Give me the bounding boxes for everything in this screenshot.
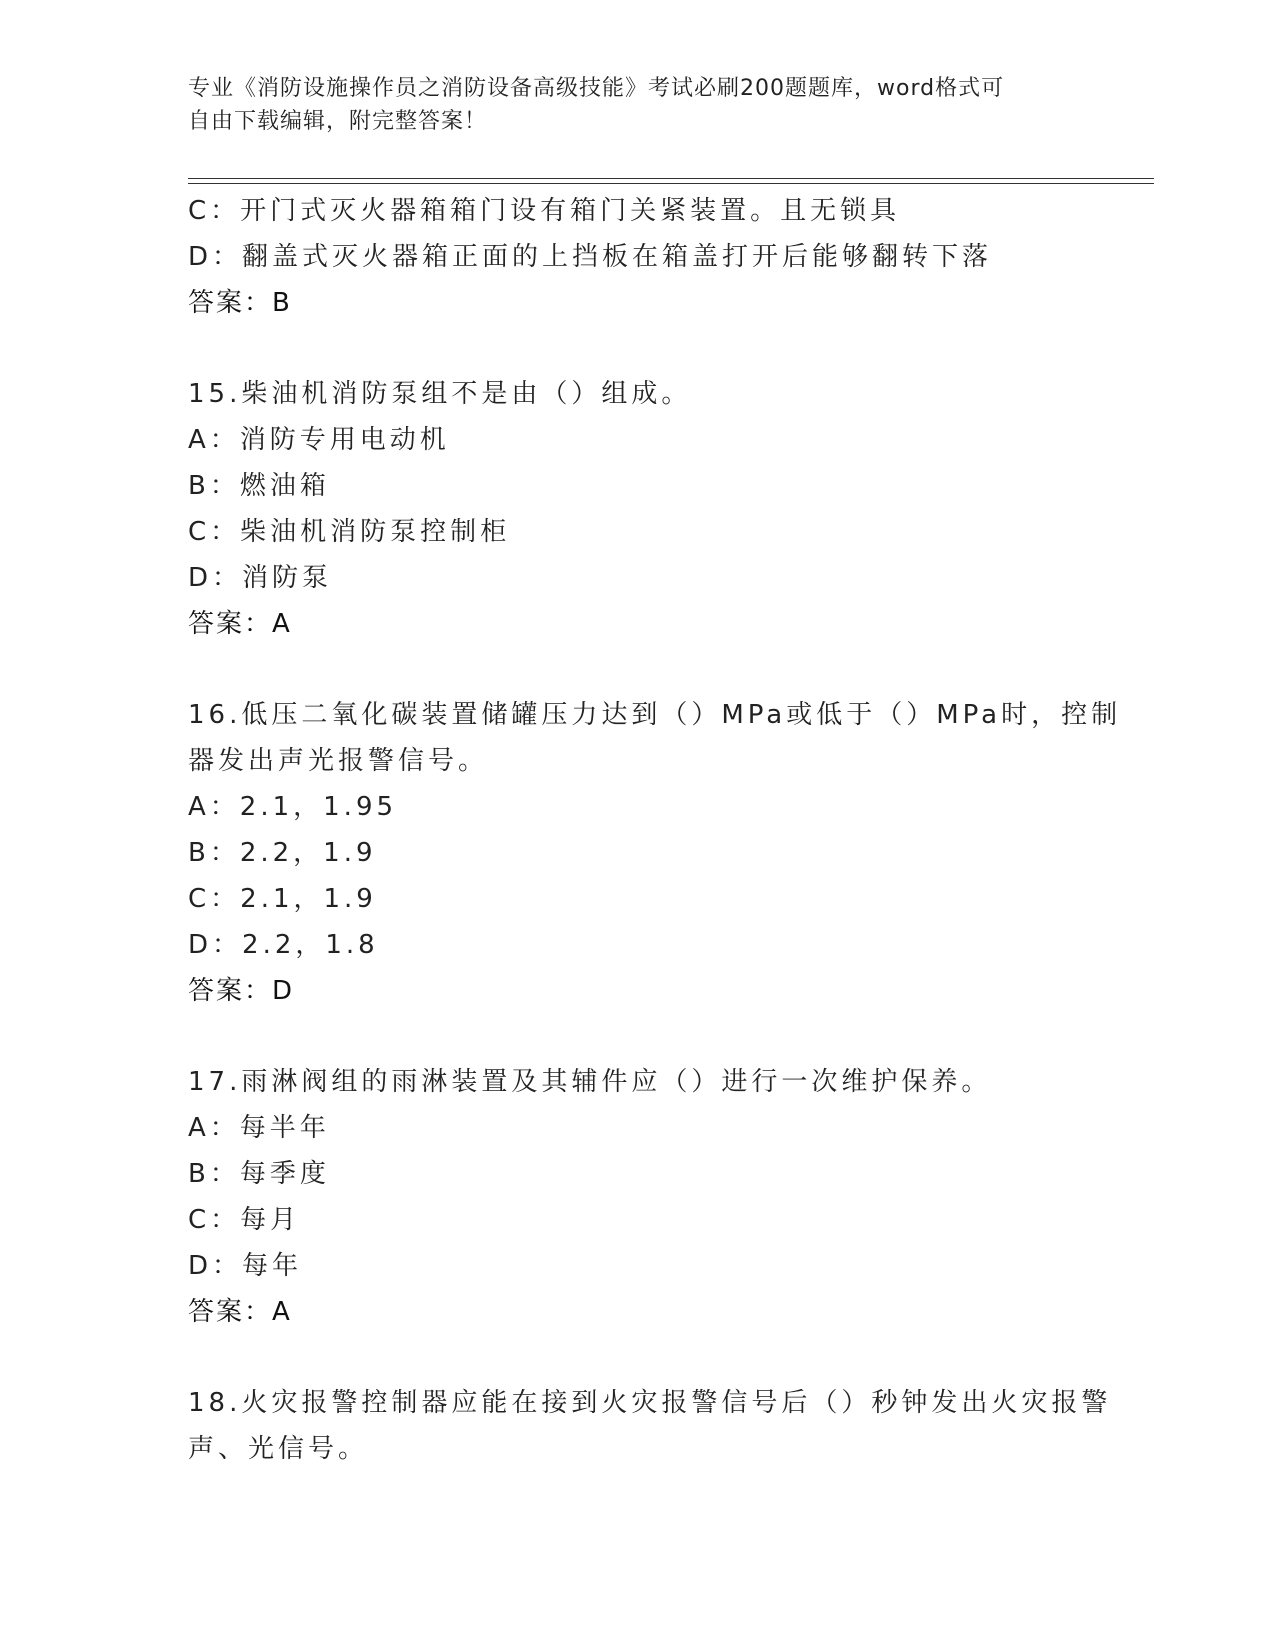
question-stem: 16.低压二氧化碳装置储罐压力达到（）MPa或低于（）MPa时，控制 bbox=[188, 700, 1122, 730]
question-stem: 17.雨淋阀组的雨淋装置及其辅件应（）进行一次维护保养。 bbox=[188, 1067, 992, 1097]
option-d: D：翻盖式灭火器箱正面的上挡板在箱盖打开后能够翻转下落 bbox=[188, 242, 993, 272]
option-b: B：燃油箱 bbox=[188, 471, 330, 501]
answer: 答案：B bbox=[188, 288, 292, 318]
spacer bbox=[188, 1335, 1088, 1380]
option-d: D：2.2，1.8 bbox=[188, 930, 379, 960]
option-d: D：消防泵 bbox=[188, 563, 333, 593]
question-stem-continued: 声、光信号。 bbox=[188, 1434, 369, 1464]
question-stem-continued: 器发出声光报警信号。 bbox=[188, 746, 489, 776]
spacer bbox=[188, 1014, 1088, 1059]
option-c: C：2.1，1.9 bbox=[188, 884, 377, 914]
question-17 bbox=[188, 1059, 1088, 1335]
option-c: C：开门式灭火器箱箱门设有箱门关紧装置。且无锁具 bbox=[188, 196, 901, 226]
option-d: D：每年 bbox=[188, 1251, 303, 1281]
answer: 答案：A bbox=[188, 609, 292, 639]
document-header bbox=[188, 72, 1088, 138]
header-line-1: 专业《消防设施操作员之消防设备高级技能》考试必刷200题题库，word格式可 bbox=[188, 76, 1005, 101]
question-18 bbox=[188, 1380, 1112, 1472]
question-stem: 18.火灾报警控制器应能在接到火灾报警信号后（）秒钟发出火灾报警 bbox=[188, 1388, 1112, 1418]
option-a: A：2.1，1.95 bbox=[188, 792, 398, 822]
option-c: C：每月 bbox=[188, 1205, 301, 1235]
option-b: B：2.2，1.9 bbox=[188, 838, 377, 868]
option-c: C：柴油机消防泵控制柜 bbox=[188, 517, 511, 547]
header-divider-top bbox=[188, 178, 1154, 179]
header-line-2: 自由下载编辑，附完整答案！ bbox=[188, 109, 488, 134]
spacer bbox=[188, 326, 1088, 371]
answer: 答案：A bbox=[188, 1297, 292, 1327]
spacer bbox=[188, 647, 1088, 692]
question-stem: 15.柴油机消防泵组不是由（）组成。 bbox=[188, 379, 692, 409]
question-16 bbox=[188, 692, 1122, 1014]
answer: 答案：D bbox=[188, 976, 295, 1006]
prev-question bbox=[188, 188, 1088, 326]
question-15 bbox=[188, 371, 1088, 647]
option-a: A：消防专用电动机 bbox=[188, 425, 450, 455]
option-a: A：每半年 bbox=[188, 1113, 330, 1143]
question-list bbox=[188, 188, 1122, 1472]
header-divider-bottom bbox=[188, 183, 1154, 184]
option-b: B：每季度 bbox=[188, 1159, 330, 1189]
